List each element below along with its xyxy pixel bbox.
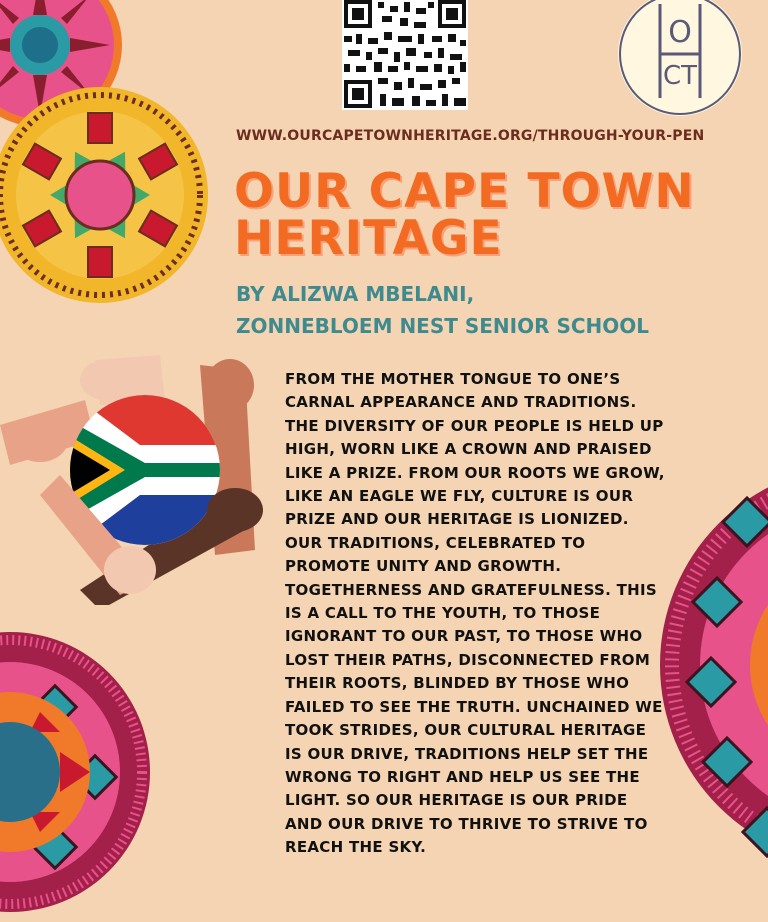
- hands-flag-icon: [0, 345, 280, 605]
- page-title: OUR CAPE TOWN HERITAGE: [234, 164, 695, 266]
- oct-logo-icon[interactable]: [614, 0, 746, 116]
- mandala-left-icon: [0, 85, 210, 305]
- website-url[interactable]: WWW.OURCAPETOWNHERITAGE.ORG/THROUGH-YOUR-PEN: [236, 128, 705, 144]
- qr-code-icon[interactable]: [342, 0, 468, 110]
- logo-line2: CT: [662, 61, 698, 91]
- logo-line1: O: [668, 15, 692, 50]
- author-name: BY ALIZWA MBELANI,: [236, 282, 475, 306]
- mandala-right-icon: [660, 455, 768, 875]
- mandala-bottom-left-icon: [0, 622, 190, 922]
- byline: [236, 278, 756, 342]
- poem-text: FROM THE MOTHER TONGUE TO ONE’S CARNAL APPEARANCE AND TRADITIONS. THE DIVERSITY OF OUR PEOPLE IS HELD UP HIGH, WORN LIKE A CROWN AND PRAISED LIKE A PRIZE. FROM OUR ROOTS WE GROW, LIKE AN EAGLE WE FLY, CULTURE IS OUR PRIZE AND OUR HERITAGE IS LIONIZED. OUR TRADITIONS, CELEBRATED TO PROMOTE UNITY AND GROWTH. TOGETHERNESS AND GRATEFULNESS. THIS IS A CALL TO THE YOUTH, TO THOSE IGNORANT TO OUR PAST, TO THOSE WHO LOST THEIR PATHS, DISCONNECTED FROM THEIR ROOTS, BLINDED BY THOSE WHO FAILED TO SEE THE TRUTH. UNCHAINED WE TOOK STRIDES, OUR CULTURAL HERITAGE IS OUR DRIVE, TRADITIONS HELP SET THE WRONG TO RIGHT AND HELP US SEE THE LIGHT. SO OUR HERITAGE IS OUR PRIDE AND OUR DRIVE TO THRIVE TO STRIVE TO REACH THE SKY.: [285, 370, 665, 857]
- school-name: ZONNEBLOEM NEST SENIOR SCHOOL: [236, 314, 650, 338]
